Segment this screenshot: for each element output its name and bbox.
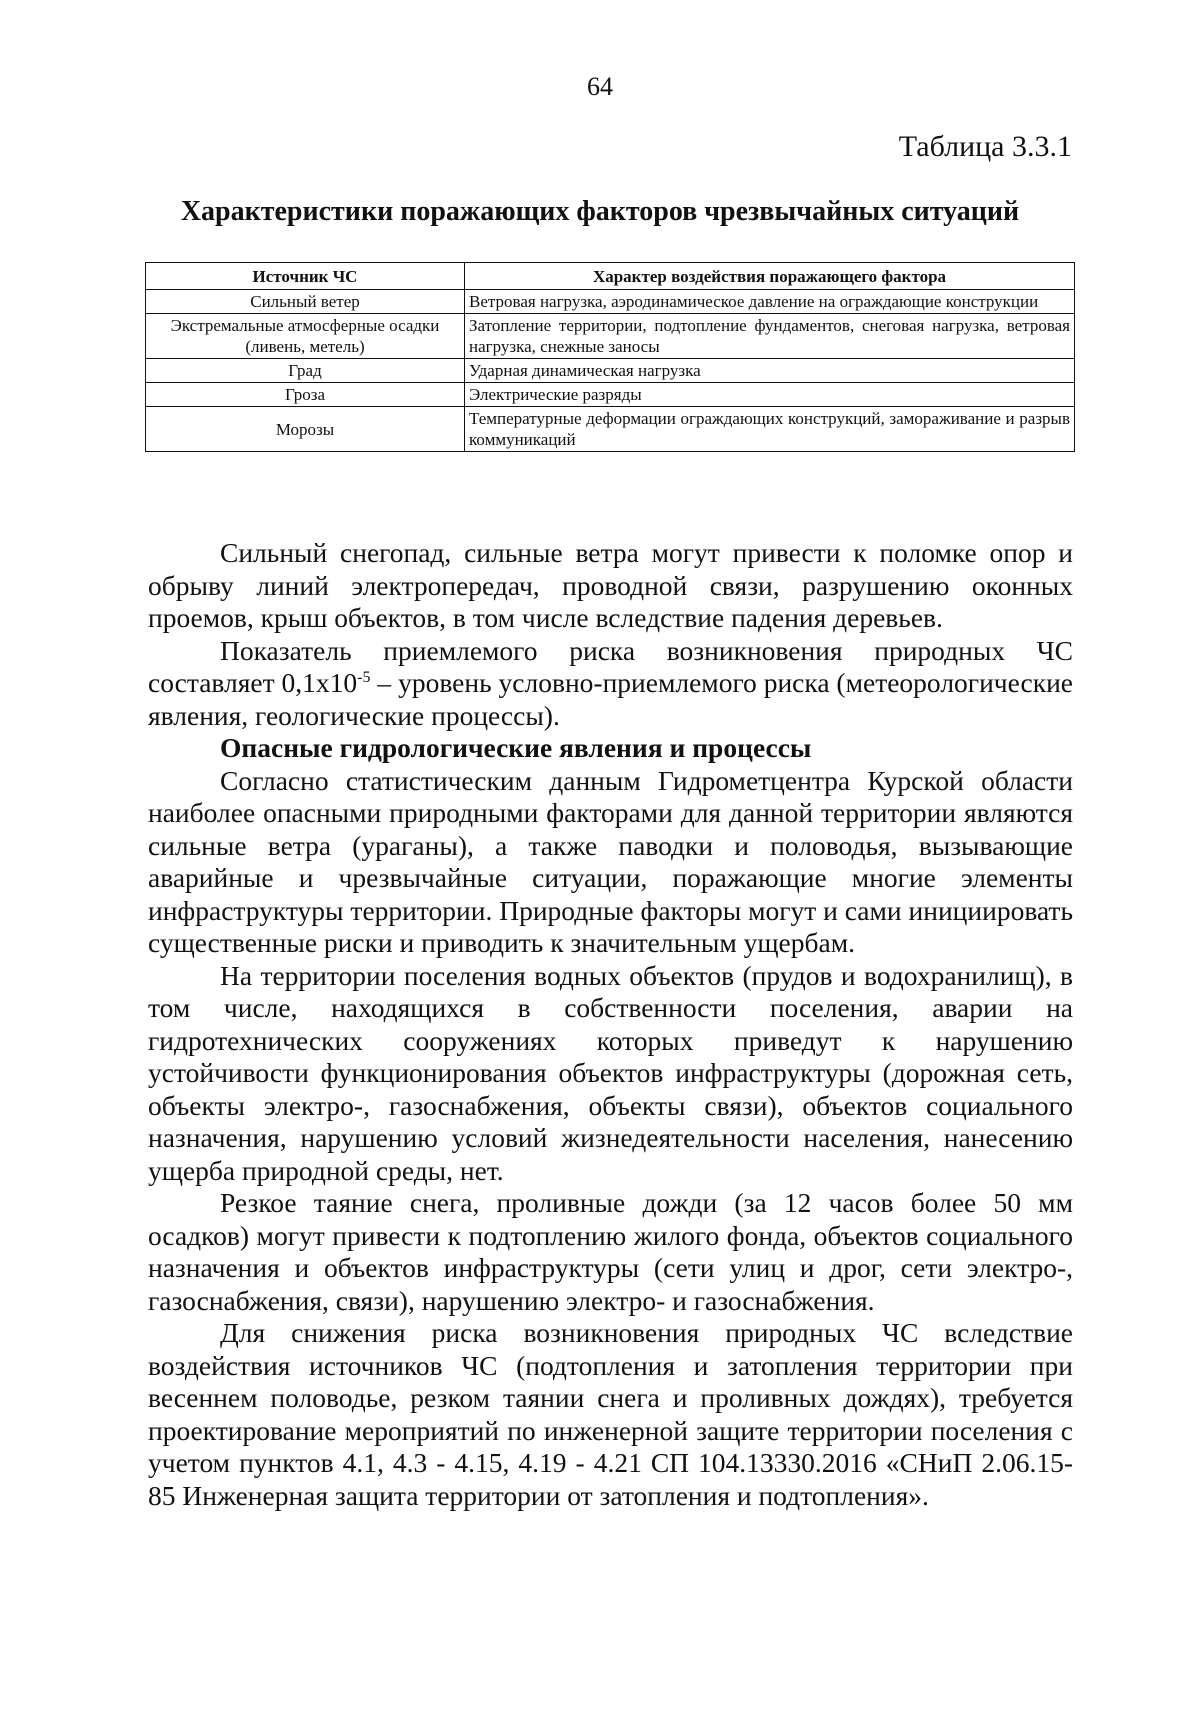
section-heading: Опасные гидрологические явления и процессы xyxy=(220,732,812,763)
risk-text-before: Показатель приемлемого риска возникновения природных ЧС составляет 0,1х10 xyxy=(148,634,1073,698)
cell-effect: Температурные деформации ограждающих конструкций, замораживание и разрыв коммуникаций xyxy=(465,407,1075,452)
table-label: Таблица 3.3.1 xyxy=(898,130,1072,163)
document-title: Характеристики поражающих факторов чрезвычайных ситуаций xyxy=(180,196,1020,227)
paragraph: Резкое таяние снега, проливные дожди (за 12 часов более 50 мм осадков) могут привести к подтоплению жилого фонда, объектов социального назначения и объектов инфраструктуры (сети улиц и дрог, сети электро-, газоснабжения, связи), нарушению электро- и газоснабжения. xyxy=(148,1187,1073,1316)
paragraph-risk-index xyxy=(148,635,1073,733)
header-effect: Характер воздействия поражающего фактора xyxy=(465,263,1075,290)
table-header-row xyxy=(146,263,1075,290)
table-row xyxy=(146,383,1075,407)
body-text xyxy=(148,537,1073,1512)
table-row xyxy=(146,359,1075,383)
cell-effect: Ветровая нагрузка, аэродинамическое давление на ограждающие конструкции xyxy=(465,290,1075,314)
hazard-factors-table xyxy=(145,262,1075,452)
cell-source: Град xyxy=(146,359,465,383)
cell-source: Экстремальные атмосферные осадки (ливень, метель) xyxy=(146,314,465,359)
cell-source: Морозы xyxy=(146,407,465,452)
cell-source: Гроза xyxy=(146,383,465,407)
risk-text-after: – уровень условно-приемлемого риска (метеорологические явления, геологические процессы). xyxy=(148,667,1073,731)
cell-effect: Электрические разряды xyxy=(465,383,1075,407)
table-row xyxy=(146,290,1075,314)
risk-exponent: -5 xyxy=(357,668,371,686)
cell-source: Сильный ветер xyxy=(146,290,465,314)
paragraph: Сильный снегопад, сильные ветра могут привести к поломке опор и обрыву линий электропередач, проводной связи, разрушению оконных проемов, крыш объектов, в том числе вследствие падения деревьев. xyxy=(148,537,1073,633)
paragraph: На территории поселения водных объектов (прудов и водохранилищ), в том числе, находящихся в собственности поселения, аварии на гидротехнических сооружениях которых приведут к нарушению устойчивости функционирования объектов инфраструктуры (дорожная сеть, объекты электро-, газоснабжения, объекты связи), объектов социального назначения, нарушению условий жизнедеятельности населения, нанесению ущерба природной среды, нет. xyxy=(148,959,1073,1186)
cell-effect: Ударная динамическая нагрузка xyxy=(465,359,1075,383)
table-row xyxy=(146,407,1075,452)
header-source: Источник ЧС xyxy=(146,263,465,290)
paragraph: Для снижения риска возникновения природных ЧС вследствие воздействия источников ЧС (подтопления и затопления территории при весеннем половодье, резком таянии снега и проливных дождях), требуется проектирование мероприятий по инженерной защите территории поселения с учетом пунктов 4.1, 4.3 - 4.15, 4.19 - 4.21 СП 104.13330.2016 «СНиП 2.06.15-85 Инженерная защита территории от затопления и подтопления». xyxy=(148,1317,1073,1511)
paragraph: Согласно статистическим данным Гидрометцентра Курской области наиболее опасными природными факторами для данной территории являются сильные ветра (ураганы), а также паводки и половодья, вызывающие аварийные и чрезвычайные ситуации, поражающие многие элементы инфраструктуры территории. Природные факторы могут и сами инициировать существенные риски и приводить к значительным ущербам. xyxy=(148,764,1073,958)
cell-effect: Затопление территории, подтопление фундаментов, снеговая нагрузка, ветровая нагрузка, снежные заносы xyxy=(465,314,1075,359)
table-row xyxy=(146,314,1075,359)
page-number: 64 xyxy=(587,72,613,101)
